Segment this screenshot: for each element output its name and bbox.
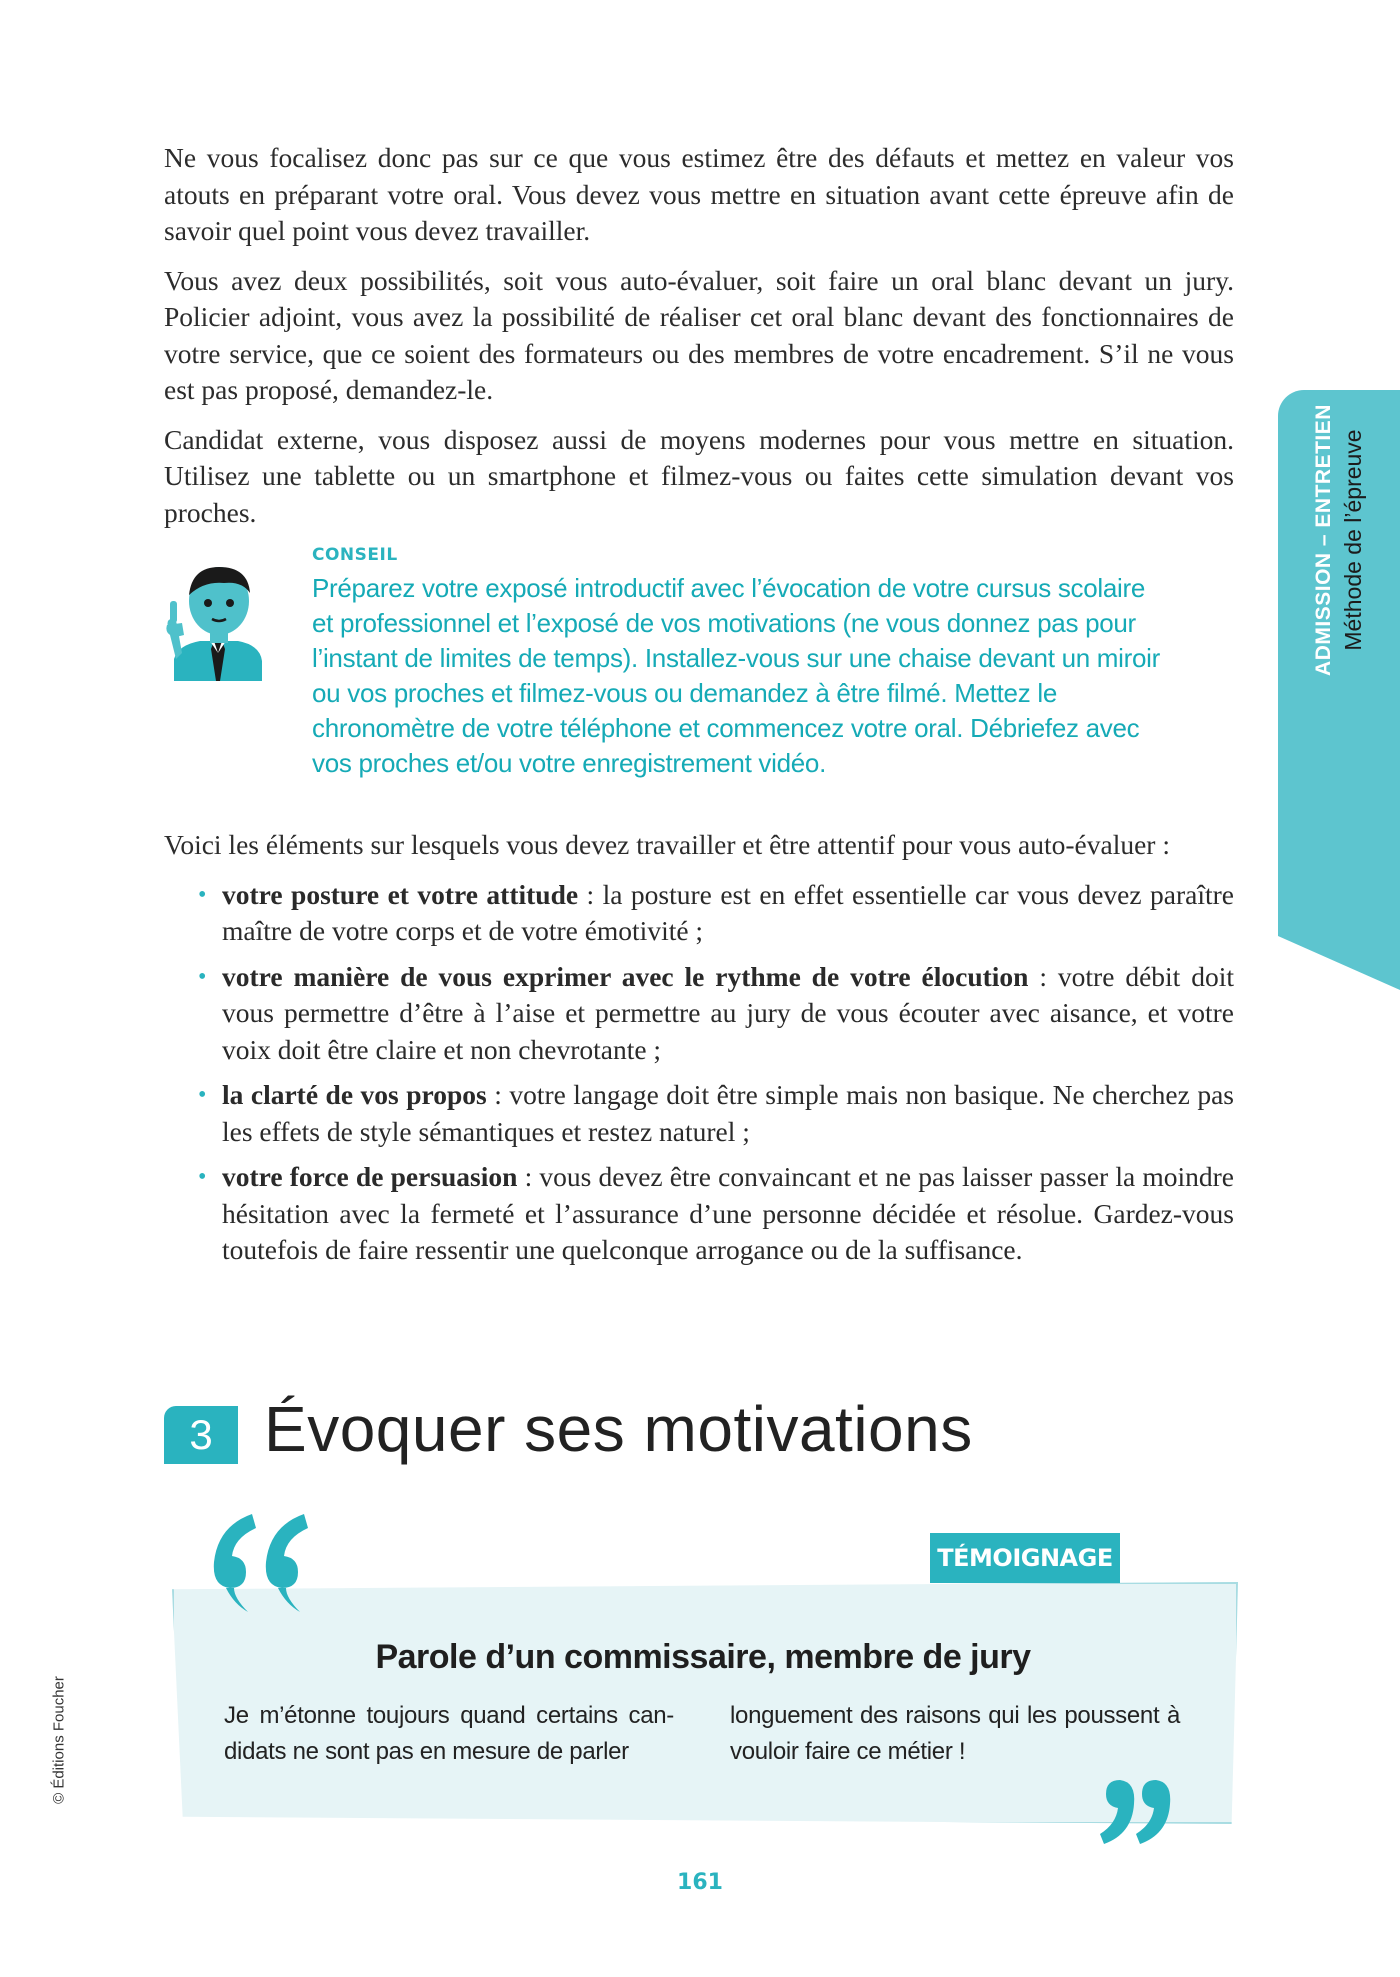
conseil-text: Préparez votre exposé introductif avec l’évocation de votre cursus scolaire et professionnel et l’exposé de vos motivations (ne vous donnez pas pour l’instant de limites de temps). Installez-vous sur une chaise devant un miroir ou vos proches et filmez-vous ou demandez à être filmé. Mettez le chronomètre de votre téléphone et commencez votre oral. Débriefez avec vos proches et/ou votre enregistrement vidéo. (312, 573, 1160, 778)
page-number: 161 (677, 1870, 723, 1895)
main-content (164, 140, 1234, 1278)
paragraph-3: Candidat externe, vous disposez aussi de moyens modernes pour vous mettre en situation. Utilisez une tablette ou un smartphone et filmez-vous ou faites cette simulation devant vos proches. (164, 423, 1234, 528)
list-item-text: : votre débit doit vous permettre d’être à l’aise et permettre au jury de vous écouter avec aisance, et votre voix doit être claire et non chevrotante ; (222, 960, 1234, 1065)
advisor-figure-icon (164, 561, 274, 681)
conseil-label: CONSEIL (312, 545, 398, 565)
section-heading (164, 1393, 1164, 1480)
list-item-keyword: votre posture et votre attitude (222, 878, 579, 910)
temoignage-column-1: Je m’étonne toujours quand certains can-didats ne sont pas en mesure de parler (224, 1702, 674, 1765)
temoignage-column-2: longuement des raisons qui les poussent à vouloir faire ce métier ! (730, 1702, 1180, 1765)
bullet-icon: • (198, 1082, 207, 1108)
side-tab (1284, 400, 1394, 680)
section-title: Évoquer ses motivations (264, 1393, 973, 1465)
temoignage-tag: TÉMOIGNAGE (930, 1533, 1120, 1583)
list-intro: Voici les éléments sur lesquels vous devez travailler et être attentif pour vous auto-évaluer : (164, 829, 1170, 860)
criteria-list (164, 877, 1234, 1269)
copyright (44, 1660, 74, 1820)
open-quote-icon (204, 1508, 314, 1618)
list-item-text: : votre langage doit être simple mais non basique. Ne cherchez pas les effets de style sémantiques et restez naturel ; (222, 1079, 1234, 1147)
close-quote-icon (1098, 1770, 1178, 1850)
paragraph-2: Vous avez deux possibilités, soit vous auto-évaluer, soit faire un oral blanc devant un jury. Policier adjoint, vous avez la possibilité de réaliser cet oral blanc devant des fonctionnaires de votre service, que ce soient des formateurs ou des membres de votre encadrement. S’il ne vous est pas proposé, demandez-le. (164, 264, 1234, 405)
conseil-box (164, 545, 1234, 805)
temoignage-title: Parole d’un commissaire, membre de jury (375, 1638, 1031, 1676)
list-item (198, 1077, 1234, 1150)
list-item-keyword: votre manière de vous exprimer avec le rythme de votre élocution (222, 960, 1029, 992)
copyright-text: © Éditions Foucher (50, 1676, 68, 1804)
paragraph-1: Ne vous focalisez donc pas sur ce que vous estimez être des défauts et mettez en valeur vos atouts en préparant votre oral. Vous devez vous mettre en situation avant cette épreuve afin de savoir quel point vous devez travailler. (164, 142, 1234, 246)
bullet-icon: • (198, 1164, 207, 1190)
list-item (198, 959, 1234, 1069)
list-item-keyword: votre force de persuasion (222, 1161, 518, 1192)
list-item (198, 1159, 1234, 1269)
bullet-icon: • (198, 963, 207, 990)
side-tab-section: ADMISSION – ENTRETIEN (1312, 404, 1335, 676)
list-item (198, 877, 1235, 950)
side-tab-subtitle: Méthode de l’épreuve (1340, 429, 1366, 651)
bullet-icon: • (198, 881, 207, 908)
list-item-keyword: la clarté de vos propos (222, 1079, 487, 1110)
list-item-text: : vous devez être convaincant et ne pas laisser passer la moindre hésitation avec la fermeté et l’assurance d’une personne décidée et résolue. Gardez-vous toutefois de faire ressentir une quelconque arrogance ou de la suffisance. (222, 1161, 1234, 1265)
list-item-text: : la posture est en effet essentielle car vous devez paraître maître de votre corps et de votre émotivité ; (222, 878, 1235, 946)
section-number: 3 (164, 1406, 238, 1464)
